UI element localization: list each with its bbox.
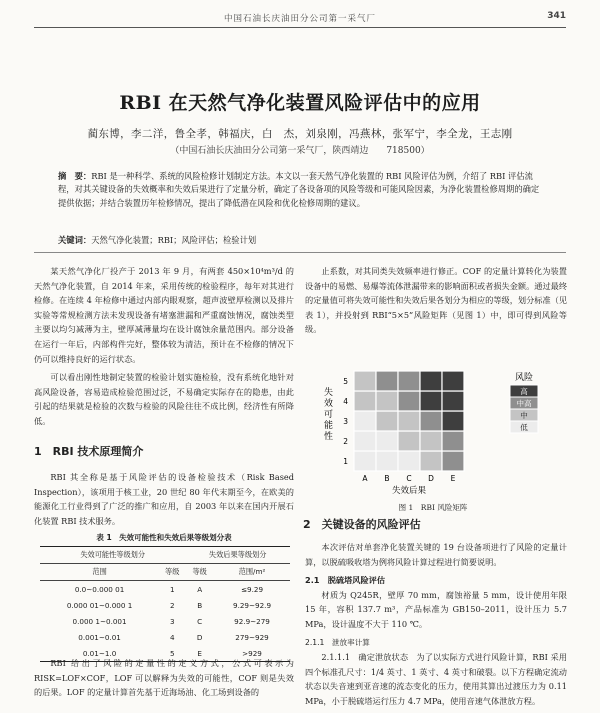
right-paragraph-4: 2.1.1.1 确定泄放状态 为了以实际方式进行风险计算，RBI 采用四个标准孔尺寸：1/4 英寸、1 英寸、4 英寸和破裂。以下方程确定流动状态以失音速到亚音速的流态变化的压力，使用其算出过渡压力为 0.11 MPa，小于脱硫塔运行压力 4.7 MPa，使用音速气体泄放方程。	[305, 652, 567, 706]
table-cell: 4	[169, 632, 175, 642]
left-column-bottom	[34, 656, 294, 704]
authors: 蔺东博，李二洋，鲁全孝，韩福庆，白 杰，刘泉刚，冯燕林，张军宁，李全龙，王志刚	[87, 128, 513, 140]
risk-cell-4A	[354, 391, 376, 411]
keywords	[58, 234, 544, 246]
table-header: 等级	[165, 567, 180, 576]
table-header: 范围/m²	[238, 567, 266, 576]
paper-title: RBI 在天然气净化装置风险评估中的应用	[119, 92, 481, 114]
table-cell: 0.01~1.0	[82, 648, 117, 658]
table-cell: 9.29~92.9	[233, 600, 272, 610]
abstract-label: 摘 要：	[58, 171, 92, 181]
y-tick-label: 2	[343, 437, 348, 446]
x-tick-label: E	[450, 474, 456, 483]
left-column-mid	[34, 470, 294, 532]
keywords-text: 天然气净化装置；RBI；风险评估；检验计划	[91, 235, 257, 245]
risk-level-table	[40, 546, 290, 662]
table-header: 等级	[192, 567, 207, 576]
legend-title: 风险	[514, 373, 534, 383]
legend-label: 中高	[516, 399, 532, 408]
table-cell: 5	[169, 648, 175, 658]
table-cell: 0.000 1~0.001	[72, 616, 127, 626]
table-caption: 表 1 失效可能性和失效后果等级划分表	[96, 533, 232, 542]
risk-cell-3C	[398, 411, 420, 431]
x-tick-label: D	[428, 474, 434, 483]
table-cell: 3	[169, 616, 175, 626]
legend-label: 高	[520, 387, 528, 396]
right-paragraph-2: 本次评估对单套净化装置关键的 19 台设备项进行了风险的定量计算，以脱硫吸收塔为例将风险计算过程进行简要说明。	[305, 542, 567, 567]
table-group-header: 失效后果等级划分	[185, 547, 290, 564]
left-paragraph-1: 某天然气净化厂投产于 2013 年 9 月，有两套 450×10⁴m³/d 的天然气净化装置，自 2014 年来，采用传统的检验程序，每年对其进行检修。在连续 4 年检修中通过内部内眼观察，超声波壁厚检测以及排片实验等常规检测方法未发现设备有堵塞泄漏和严重腐蚀情况，腐蚀类型主要以均匀减薄为主，壁厚减薄量均在设计腐蚀余量范围内。部分设备在运行一年后，内部构件完好，整体较为清洁，预计在不检修的情况下仍可以维持良好的运行状态。	[34, 266, 294, 364]
abstract	[58, 170, 544, 210]
risk-cell-2C	[398, 431, 420, 451]
risk-matrix-figure	[310, 365, 560, 510]
risk-cell-2B	[376, 431, 398, 451]
risk-cell-5D	[420, 371, 442, 391]
risk-cell-4E	[442, 391, 464, 411]
risk-cell-4B	[376, 391, 398, 411]
risk-cell-3A	[354, 411, 376, 431]
section-2-heading: 2 关键设备的风险评估	[303, 518, 421, 531]
risk-cell-5C	[398, 371, 420, 391]
table-cell: 0.000 01~0.000 1	[66, 600, 133, 610]
table-cell: C	[197, 616, 203, 626]
table-cell: 0.001~0.01	[78, 632, 121, 642]
left-paragraph-2: 可以看出刚性地制定装置的检验计划实施检验，没有系统化地针对高风险设备，容易造成检验范围过泛，不易确定实际存在的隐患，由此引起的结果就是检验的次数与检验的风险往往不成比例，经济性有所降低。	[34, 372, 294, 426]
table-cell: E	[197, 648, 202, 658]
running-title: 中国石油长庆油田分公司第一采气厂	[223, 14, 376, 24]
x-axis-label: 失效后果	[391, 486, 427, 496]
figure-caption: 图 1 RBI 风险矩阵	[398, 503, 468, 512]
legend-label: 中	[520, 411, 528, 420]
risk-cell-3E	[442, 411, 464, 431]
table-cell: A	[197, 584, 203, 594]
risk-cell-1B	[376, 451, 398, 471]
x-tick-label: C	[406, 474, 412, 483]
legend-label: 低	[520, 423, 528, 432]
risk-cell-5A	[354, 371, 376, 391]
left-paragraph-3: RBI 其全称是基于风险评估的设备检验技术（Risk Based Inspection），该项用于核工业，20 世纪 80 年代末期至今，在欧美的能源化工行业得到了广泛的推广和应用，自 2003 年以来在国内开展石化装置 RBI 技术服务。	[34, 472, 294, 526]
section-1-heading: 1 RBI 技术原理简介	[34, 445, 144, 458]
table-cell: B	[197, 600, 203, 610]
table-cell: 2	[169, 600, 175, 610]
right-paragraph-1: 止系数，对其同类失效频率进行修正。COF 的定量计算转化为装置设备中的易燃、易爆等流体泄漏带来的影响面积或者损失金额。通过最终的定量值可将失效可能性和失效后果各划分为相应的等级，划分标准（见表 1），并投射到 RBI“5×5”风险矩阵（见图 1）中，即可得到风险等级。	[305, 266, 568, 335]
risk-cell-1E	[442, 451, 464, 471]
abstract-rule	[34, 252, 566, 253]
page-number: 341	[547, 11, 566, 21]
table-cell: 1	[169, 584, 175, 594]
risk-cell-5B	[376, 371, 398, 391]
left-paragraph-4: RBI 给出了风险的定量性的定义方式，公式可表示为 RISK=LOF×COF，LOF 可以解释为失效的可能性，COF 则是失效的后果。LOF 的定量计算首先基于近海场油、化工场到设备的	[34, 658, 294, 698]
subsection-2-1: 2.1 脱硫塔风险评估	[305, 575, 386, 586]
table-cell: 279~929	[235, 632, 269, 642]
y-axis-label: 失效可能性	[324, 388, 334, 442]
table-row	[40, 613, 290, 629]
table-row	[40, 597, 290, 613]
table-cell: 92.9~279	[234, 616, 270, 626]
risk-cell-2D	[420, 431, 442, 451]
y-tick-label: 3	[343, 417, 348, 426]
risk-cell-5E	[442, 371, 464, 391]
risk-cell-3B	[376, 411, 398, 431]
keywords-label: 关键词：	[58, 235, 92, 245]
table-cell: D	[196, 632, 203, 642]
table-group-header: 失效可能性等级划分	[40, 547, 185, 564]
right-paragraph-3: 材质为 Q245R，壁厚 70 mm，腐蚀裕量 5 mm，设计使用年限 15 年，容积 137.7 m³，产品标准为 GB150–2011，设计压力 5.7 MPa，设计温度不大于 110 ℃。	[305, 589, 567, 629]
table-cell: ≤9.29	[241, 584, 264, 594]
header-rule	[34, 27, 566, 28]
left-column-top	[34, 264, 294, 433]
table-header: 范围	[92, 567, 107, 576]
risk-cell-1A	[354, 451, 376, 471]
y-tick-label: 5	[343, 377, 348, 386]
right-column-top	[305, 264, 567, 341]
risk-cell-4D	[420, 391, 442, 411]
risk-cell-1C	[398, 451, 420, 471]
abstract-text: RBI 是一种科学、系统的风险检修计划制定方法。本文以一套天然气净化装置的 RBI 风险评估为例，介绍了 RBI 评估流程，对其关键设备的失效概率和失效后果进行了定量分析，确定了各设备项的风险等级和可能风险因素，为净化装置检修周期的确定提供依据；并结合装置历年检修情况，提出了降低潜在风险和优化检修周期的建议。	[58, 171, 540, 208]
risk-cell-2E	[442, 431, 464, 451]
affiliation: （中国石油长庆油田分公司第一采气厂，陕西靖边 718500）	[170, 146, 430, 156]
risk-cell-2A	[354, 431, 376, 451]
risk-cell-3D	[420, 411, 442, 431]
x-tick-label: A	[362, 474, 368, 483]
y-tick-label: 1	[343, 457, 348, 466]
table-cell: >929	[242, 648, 262, 658]
table-row	[40, 581, 290, 598]
table-row	[40, 629, 290, 645]
y-tick-label: 4	[343, 397, 348, 406]
x-tick-label: B	[384, 474, 390, 483]
risk-cell-1D	[420, 451, 442, 471]
right-column-bottom	[305, 540, 567, 713]
subsection-2-1-1: 2.1.1 泄放率计算	[305, 637, 370, 647]
risk-cell-4C	[398, 391, 420, 411]
table-cell: 0.0~0.000 01	[74, 584, 125, 594]
